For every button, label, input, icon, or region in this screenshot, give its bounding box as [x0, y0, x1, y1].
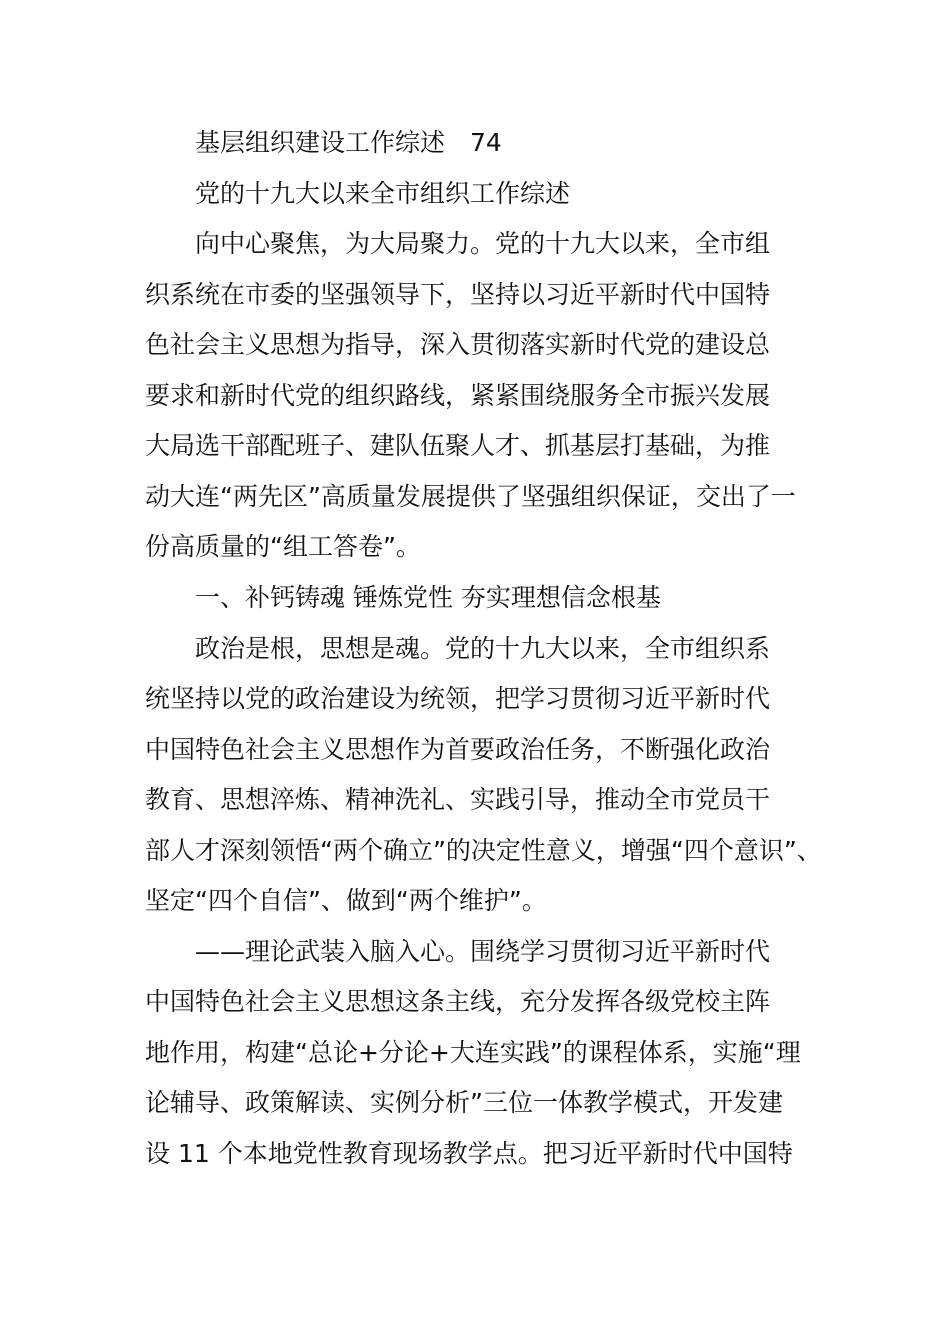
document-title: 党的十九大以来全市组织工作综述 — [195, 179, 571, 208]
paragraph-line: ——理论武装入脑入心。围绕学习贯彻习近平新时代 — [195, 937, 771, 966]
paragraph-line: 部人才深刻领悟“两个确立”的决定性意义，增强“四个意识”、 — [145, 836, 822, 865]
paragraph-line: 坚定“四个自信”、做到“两个维护”。 — [145, 886, 547, 915]
paragraph-line: 教育、思想淬炼、精神洗礼、实践引导，推动全市党员干 — [145, 785, 771, 814]
paragraph-line: 份高质量的“组工答卷”。 — [145, 532, 421, 561]
paragraph-line: 统坚持以党的政治建设为统领，把学习贯彻习近平新时代 — [145, 684, 771, 713]
paragraph-line: 大局选干部配班子、建队伍聚人才、抓基层打基础，为推 — [145, 431, 771, 460]
paragraph-line: 织系统在市委的坚强领导下，坚持以习近平新时代中国特 — [145, 280, 771, 309]
paragraph-line: 要求和新时代党的组织路线，紧紧围绕服务全市振兴发展 — [145, 381, 771, 410]
paragraph-line: 中国特色社会主义思想作为首要政治任务，不断强化政治 — [145, 735, 771, 764]
paragraph-line: 中国特色社会主义思想这条主线，充分发挥各级党校主阵 — [145, 987, 771, 1016]
paragraph-line: 动大连“两先区”高质量发展提供了坚强组织保证，交出了一 — [145, 482, 796, 511]
paragraph-line: 设 11 个本地党性教育现场教学点。把习近平新时代中国特 — [145, 1139, 793, 1168]
paragraph-line: 政治是根，思想是魂。党的十九大以来，全市组织系 — [195, 634, 771, 663]
toc-entry: 基层组织建设工作综述 74 — [195, 128, 502, 157]
paragraph-line: 色社会主义思想为指导，深入贯彻落实新时代党的建设总 — [145, 330, 771, 359]
paragraph-line: 地作用，构建“总论+分论+大连实践”的课程体系，实施“理 — [145, 1038, 801, 1067]
paragraph-line: 论辅导、政策解读、实例分析”三位一体教学模式，开发建 — [145, 1088, 783, 1117]
paragraph-line: 向中心聚焦，为大局聚力。党的十九大以来，全市组 — [195, 229, 771, 258]
section-heading: 一、补钙铸魂 锤炼党性 夯实理想信念根基 — [195, 583, 661, 612]
